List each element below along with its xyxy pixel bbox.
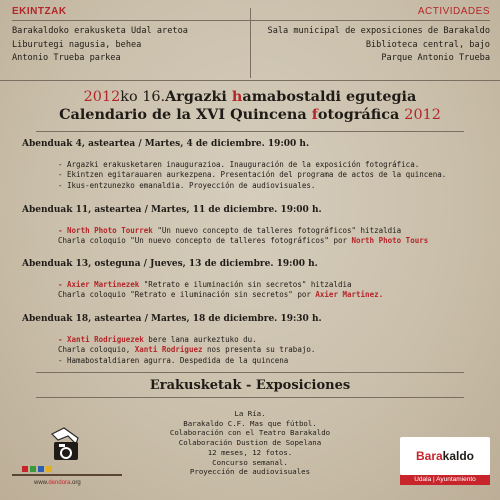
event-heading: Abenduak 4, asteartea / Martes, 4 de diciembre. 19:00 h. bbox=[22, 139, 310, 149]
title-divider bbox=[36, 131, 464, 132]
header-right-rule bbox=[245, 20, 490, 21]
camera-logo-icon bbox=[12, 426, 122, 478]
event-dec-18 bbox=[22, 314, 492, 366]
title-text: otográfica bbox=[317, 106, 405, 123]
event-line bbox=[22, 335, 492, 345]
event-dec-13 bbox=[22, 259, 492, 301]
event-line: - Ikus-entzunezko emanaldia. Proyección de audiovisuales. bbox=[58, 180, 316, 190]
header-right-column bbox=[245, 6, 490, 66]
logo-text: kaldo bbox=[442, 449, 475, 463]
exhibition-item: Colaboración Dustion de Sopelana bbox=[178, 438, 322, 448]
header-left-column bbox=[12, 6, 247, 66]
header-left-line: Antonio Trueba parkea bbox=[12, 53, 121, 64]
exhibitions-list bbox=[120, 409, 380, 477]
dendora-url bbox=[34, 480, 81, 486]
event-line: - Argazki erakusketaren inaugurazioa. Inauguración de la exposición fotográfica. bbox=[58, 160, 420, 169]
logo-text: Bara bbox=[415, 449, 443, 463]
header-right-line: Biblioteca central, bajo bbox=[365, 39, 490, 50]
title-year: 2012 bbox=[404, 107, 441, 123]
speaker-name: - Xanti Rodriguezek bbox=[58, 335, 144, 344]
header-right-line: Sala municipal de exposiciones de Barakaldo bbox=[267, 26, 490, 36]
title-text: ko 16. bbox=[120, 89, 166, 105]
header-left-line: Liburutegi nagusia, behea bbox=[12, 39, 142, 50]
header-left-line: Barakaldoko erakusketa Udal aretoa bbox=[12, 26, 188, 36]
event-heading: Abenduak 11, asteartea / Martes, 11 de diciembre. 19:00 h. bbox=[22, 205, 322, 215]
event-heading: Abenduak 18, asteartea / Martes, 18 de diciembre. 19:30 h. bbox=[22, 314, 322, 324]
barakaldo-logo bbox=[400, 437, 490, 485]
event-line-text: Charla coloquio, bbox=[58, 345, 135, 355]
header-horizontal-divider bbox=[0, 80, 500, 81]
title-text: Calendario de la XVI Quincena bbox=[59, 106, 312, 123]
header-right-title: ACTIVIDADES bbox=[417, 6, 490, 17]
event-line bbox=[22, 290, 492, 300]
header-left-title: EKINTZAK bbox=[12, 6, 67, 17]
barakaldo-name bbox=[400, 449, 490, 463]
event-line: - Hamabostaldiaren agurra. Despedida de la quincena bbox=[58, 355, 289, 365]
speaker-name: - North Photo Tourrek bbox=[58, 226, 153, 235]
event-line-text: nos presenta su trabajo. bbox=[202, 345, 316, 355]
event-line-text: Charla coloquio "Retrato e iluminación sin secretos" por bbox=[58, 290, 316, 300]
event-line-text: "Un nuevo concepto de talleres fotográficos" hitzaldia bbox=[152, 226, 402, 235]
event-dec-4 bbox=[22, 139, 492, 191]
header-left-rule bbox=[12, 20, 247, 21]
exhibition-item: Barakaldo C.F. Mas que fútbol. bbox=[183, 418, 317, 428]
url-text: www. bbox=[34, 480, 49, 486]
title-letter-accent: f bbox=[311, 106, 318, 123]
exhibitions-divider-bottom bbox=[36, 397, 464, 398]
url-text: dendora bbox=[48, 480, 71, 486]
event-line bbox=[22, 280, 492, 290]
header bbox=[0, 0, 500, 80]
speaker-name: Xanti Rodriguez bbox=[134, 345, 203, 355]
exhibitions-title: Erakusketak - Exposiciones bbox=[149, 378, 351, 393]
exhibition-item: 12 meses, 12 fotos. bbox=[207, 447, 293, 457]
exhibition-item: Concurso semanal. bbox=[212, 457, 288, 467]
title-spanish bbox=[0, 106, 500, 123]
exhibitions-divider-top bbox=[36, 372, 464, 373]
event-line bbox=[22, 226, 492, 236]
title-letter-accent: h bbox=[231, 88, 243, 105]
event-line: - Ekintzen egitarauaren aurkezpena. Presentación del programa de actos de la quincena. bbox=[58, 170, 447, 180]
speaker-name: Axier Martinez. bbox=[315, 290, 384, 300]
exhibition-item: La Ría. bbox=[234, 409, 266, 418]
event-heading: Abenduak 13, osteguna / Jueves, 13 de diciembre. 19:00 h. bbox=[22, 259, 318, 269]
header-right-line: Parque Antonio Trueba bbox=[381, 53, 490, 64]
dendora-logo bbox=[12, 426, 122, 488]
exhibition-item: Colaboración con el Teatro Barakaldo bbox=[169, 428, 331, 438]
barakaldo-subtitle: Udala | Ayuntamiento bbox=[414, 476, 476, 483]
exhibition-item: Proyección de audiovisuales bbox=[189, 467, 311, 477]
title-basque bbox=[0, 88, 500, 105]
title-text: Argazki bbox=[165, 88, 232, 105]
event-line-text: bere lana aurkeztuko du. bbox=[143, 335, 257, 344]
event-line-text: "Retrato e iluminación sin secretos" hitzaldia bbox=[139, 280, 352, 289]
event-line bbox=[22, 236, 492, 246]
speaker-name: - Axier Martinezek bbox=[58, 280, 140, 289]
speaker-name: North Photo Tours bbox=[351, 236, 429, 246]
event-line bbox=[22, 345, 492, 355]
url-text: .org bbox=[70, 480, 81, 486]
event-line-text: Charla coloquio "Un nuevo concepto de talleres fotográficos" por bbox=[58, 236, 352, 246]
title-text: amabostaldi egutegia bbox=[242, 88, 417, 105]
event-dec-11 bbox=[22, 205, 492, 247]
title-year: 2012 bbox=[83, 89, 121, 105]
